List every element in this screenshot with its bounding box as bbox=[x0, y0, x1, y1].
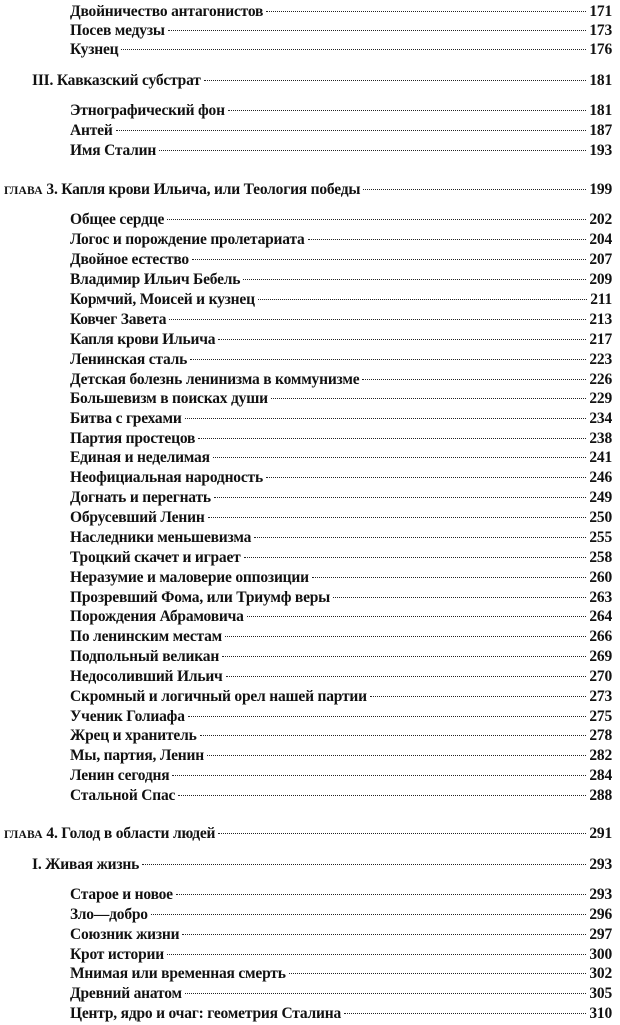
entry-title: Ученик Голиафа bbox=[70, 708, 185, 725]
toc-entry bbox=[70, 350, 612, 370]
dot-leader bbox=[200, 735, 587, 736]
entry-title: Битва с грехами bbox=[70, 410, 182, 427]
toc-entry bbox=[70, 568, 612, 588]
toc-entry bbox=[70, 330, 612, 350]
dot-leader bbox=[213, 457, 587, 458]
page-number: 181 bbox=[589, 72, 612, 89]
toc-entry bbox=[70, 1004, 612, 1024]
toc-entry bbox=[70, 746, 612, 766]
entry-title: Имя Сталин bbox=[70, 142, 157, 159]
entry-title: Обрусевший Ленин bbox=[70, 509, 205, 526]
entry-title: По ленинским местам bbox=[70, 628, 223, 645]
entry-title: Скромный и логичный орел нашей партии bbox=[70, 688, 367, 705]
page-number: 269 bbox=[589, 648, 612, 665]
page-number: 282 bbox=[589, 747, 612, 764]
dot-leader bbox=[169, 319, 586, 320]
page-number: 291 bbox=[589, 825, 612, 842]
dot-leader bbox=[182, 934, 586, 935]
entry-title: Союзник жизни bbox=[70, 926, 180, 943]
toc-entry bbox=[70, 508, 612, 528]
toc-entry bbox=[70, 488, 612, 508]
toc-chapter-entry bbox=[4, 824, 612, 844]
entry-title: Владимир Ильич Бебель bbox=[70, 271, 241, 288]
dot-leader bbox=[192, 259, 586, 260]
entry-title: Древний анатом bbox=[70, 985, 182, 1002]
entry-title: Двойничество антагонистов bbox=[70, 3, 264, 20]
dot-leader bbox=[254, 537, 586, 538]
entry-title: Общее сердце bbox=[70, 211, 165, 228]
dot-leader bbox=[176, 894, 586, 895]
entry-title: Недосоливший Ильич bbox=[70, 668, 223, 685]
page-number: 187 bbox=[589, 122, 612, 139]
toc-entry bbox=[70, 905, 612, 925]
page-number: 297 bbox=[589, 926, 612, 943]
entry-title: Троцкий скачет и играет bbox=[70, 549, 241, 566]
toc-entry bbox=[70, 250, 612, 270]
entry-title: Зло—добро bbox=[70, 906, 148, 923]
dot-leader bbox=[225, 636, 586, 637]
dot-leader bbox=[289, 973, 587, 974]
dot-leader bbox=[271, 398, 587, 399]
dot-leader bbox=[258, 299, 587, 300]
dot-leader bbox=[168, 30, 587, 31]
page-number: 202 bbox=[589, 211, 612, 228]
page-number: 263 bbox=[589, 589, 612, 606]
entry-title: Кормчий, Моисей и кузнец bbox=[70, 291, 255, 308]
toc-entry bbox=[70, 121, 612, 141]
page-number: 264 bbox=[589, 608, 612, 625]
toc-entry bbox=[70, 270, 612, 290]
dot-leader bbox=[266, 477, 586, 478]
page-number: 250 bbox=[589, 509, 612, 526]
page-number: 296 bbox=[589, 906, 612, 923]
page-number: 255 bbox=[589, 529, 612, 546]
chapter-title: 3. Капля крови Ильича, или Теология победы bbox=[42, 181, 361, 198]
entry-title: Детская болезнь ленинизма в коммунизме bbox=[70, 371, 360, 388]
toc-section-entry bbox=[32, 71, 612, 91]
entry-title: Крот истории bbox=[70, 946, 164, 963]
dot-leader bbox=[266, 11, 586, 12]
toc-entry bbox=[70, 370, 612, 390]
entry-title: Старое и новое bbox=[70, 886, 173, 903]
toc-entry bbox=[70, 607, 612, 627]
dot-leader bbox=[222, 656, 586, 657]
dot-leader bbox=[142, 864, 586, 865]
toc-chapter-entry bbox=[4, 180, 612, 200]
entry-title: I. Живая жизнь bbox=[32, 856, 140, 873]
entry-title: Ленин сегодня bbox=[70, 767, 170, 784]
toc-entry bbox=[70, 210, 612, 230]
dot-leader bbox=[204, 80, 587, 81]
page-number: 176 bbox=[589, 41, 612, 58]
toc-entry bbox=[70, 925, 612, 945]
toc-entry bbox=[70, 984, 612, 1004]
dot-leader bbox=[226, 676, 587, 677]
toc-entry bbox=[70, 766, 612, 786]
page-number: 193 bbox=[589, 142, 612, 159]
page-number: 234 bbox=[589, 410, 612, 427]
entry-title: Кузнец bbox=[70, 41, 119, 58]
entry-title: Прозревший Фома, или Триумф веры bbox=[70, 589, 331, 606]
entry-title: Этнографический фон bbox=[70, 102, 225, 119]
entry-title: Мы, партия, Ленин bbox=[70, 747, 204, 764]
page-number: 217 bbox=[589, 331, 612, 348]
entry-title: Стальной Спас bbox=[70, 787, 176, 804]
page-number: 275 bbox=[589, 708, 612, 725]
dot-leader bbox=[178, 795, 586, 796]
page-number: 213 bbox=[589, 311, 612, 328]
page-number: 204 bbox=[589, 231, 612, 248]
toc-entry bbox=[70, 141, 612, 161]
page-number: 249 bbox=[589, 489, 612, 506]
toc-entry bbox=[70, 230, 612, 250]
toc-entry bbox=[70, 448, 612, 468]
dot-leader bbox=[218, 339, 586, 340]
page-number: 173 bbox=[589, 22, 612, 39]
dot-leader bbox=[363, 189, 586, 190]
chapter-prefix: ГЛАВА bbox=[4, 185, 43, 197]
entry-title: Порождения Абрамовича bbox=[70, 608, 244, 625]
dot-leader bbox=[185, 993, 586, 994]
entry-title: Ленинская сталь bbox=[70, 351, 188, 368]
page-number: 278 bbox=[589, 727, 612, 744]
toc-entry bbox=[70, 588, 612, 608]
dot-leader bbox=[344, 1013, 586, 1014]
toc-entry bbox=[70, 101, 612, 121]
page-number: 258 bbox=[589, 549, 612, 566]
page-number: 226 bbox=[589, 371, 612, 388]
toc-entry bbox=[70, 528, 612, 548]
toc-entry bbox=[70, 667, 612, 687]
entry-title: Догнать и перегнать bbox=[70, 489, 211, 506]
dot-leader bbox=[308, 239, 587, 240]
entry-title: Ковчег Завета bbox=[70, 311, 167, 328]
dot-leader bbox=[214, 497, 586, 498]
page-number: 310 bbox=[589, 1005, 612, 1022]
page-number: 181 bbox=[589, 102, 612, 119]
dot-leader bbox=[159, 150, 586, 151]
page-number: 300 bbox=[589, 946, 612, 963]
dot-leader bbox=[333, 597, 586, 598]
page-number: 293 bbox=[589, 856, 612, 873]
page-number: 284 bbox=[589, 767, 612, 784]
toc-entry bbox=[70, 389, 612, 409]
page-number: 229 bbox=[589, 390, 612, 407]
entry-title: Логос и порождение пролетариата bbox=[70, 231, 305, 248]
page-number: 288 bbox=[589, 787, 612, 804]
dot-leader bbox=[208, 517, 587, 518]
entry-title bbox=[4, 180, 360, 201]
entry-title: Жрец и хранитель bbox=[70, 727, 197, 744]
toc-entry bbox=[70, 707, 612, 727]
dot-leader bbox=[312, 577, 586, 578]
page-number: 207 bbox=[589, 251, 612, 268]
dot-leader bbox=[247, 616, 587, 617]
dot-leader bbox=[167, 219, 586, 220]
dot-leader bbox=[185, 418, 587, 419]
entry-title: Подпольный великан bbox=[70, 648, 220, 665]
dot-leader bbox=[362, 379, 586, 380]
entry-title: Наследники меньшевизма bbox=[70, 529, 252, 546]
dot-leader bbox=[228, 110, 587, 111]
entry-title: Антей bbox=[70, 122, 113, 139]
page-number: 293 bbox=[589, 886, 612, 903]
page-number: 223 bbox=[589, 351, 612, 368]
dot-leader bbox=[244, 557, 587, 558]
toc-section-entry bbox=[32, 855, 612, 875]
entry-title: Центр, ядро и очаг: геометрия Сталина bbox=[70, 1005, 342, 1022]
toc-entry bbox=[70, 687, 612, 707]
dot-leader bbox=[151, 914, 587, 915]
entry-title: Единая и неделимая bbox=[70, 449, 210, 466]
page-number: 266 bbox=[589, 628, 612, 645]
toc-entry bbox=[70, 627, 612, 647]
entry-title: III. Кавказский субстрат bbox=[32, 72, 201, 89]
toc-entry bbox=[70, 468, 612, 488]
chapter-title: 4. Голод в области людей bbox=[42, 825, 216, 842]
toc-entry bbox=[70, 310, 612, 330]
toc-entry bbox=[70, 647, 612, 667]
dot-leader bbox=[243, 279, 586, 280]
toc-entry bbox=[70, 945, 612, 965]
entry-title: Большевизм в поисках души bbox=[70, 390, 268, 407]
toc-entry bbox=[70, 786, 612, 806]
entry-title: Неофициальная народность bbox=[70, 469, 263, 486]
toc-entry bbox=[70, 429, 612, 449]
entry-title: Неразумие и маловерие оппозиции bbox=[70, 569, 309, 586]
dot-leader bbox=[172, 775, 586, 776]
dot-leader bbox=[218, 833, 586, 834]
dot-leader bbox=[167, 954, 586, 955]
dot-leader bbox=[190, 359, 586, 360]
page-number: 302 bbox=[589, 965, 612, 982]
dot-leader bbox=[116, 130, 587, 131]
toc-entry bbox=[70, 290, 612, 310]
page-number: 273 bbox=[589, 688, 612, 705]
entry-title bbox=[4, 824, 215, 845]
toc-entry bbox=[70, 964, 612, 984]
dot-leader bbox=[121, 49, 586, 50]
toc-entry bbox=[70, 21, 612, 41]
entry-title: Капля крови Ильича bbox=[70, 331, 216, 348]
page-number: 246 bbox=[589, 469, 612, 486]
page-number: 260 bbox=[589, 569, 612, 586]
page-number: 241 bbox=[589, 449, 612, 466]
toc-entry bbox=[70, 885, 612, 905]
page-number: 305 bbox=[589, 985, 612, 1002]
entry-title: Двойное естество bbox=[70, 251, 189, 268]
toc-entry bbox=[70, 409, 612, 429]
page-number: 199 bbox=[589, 181, 612, 198]
chapter-prefix: ГЛАВА bbox=[4, 829, 43, 841]
toc-entry bbox=[70, 726, 612, 746]
toc-entry bbox=[70, 548, 612, 568]
page-number: 238 bbox=[589, 430, 612, 447]
page-number: 270 bbox=[589, 668, 612, 685]
toc-entry bbox=[70, 40, 612, 60]
page-number: 211 bbox=[590, 291, 612, 308]
toc-entry bbox=[70, 2, 612, 22]
dot-leader bbox=[188, 716, 587, 717]
entry-title: Мнимая или временная смерть bbox=[70, 965, 286, 982]
dot-leader bbox=[198, 438, 586, 439]
page-number: 209 bbox=[589, 271, 612, 288]
page-number: 171 bbox=[589, 3, 612, 20]
dot-leader bbox=[207, 755, 586, 756]
dot-leader bbox=[370, 696, 587, 697]
entry-title: Посев медузы bbox=[70, 22, 165, 39]
entry-title: Партия простецов bbox=[70, 430, 196, 447]
